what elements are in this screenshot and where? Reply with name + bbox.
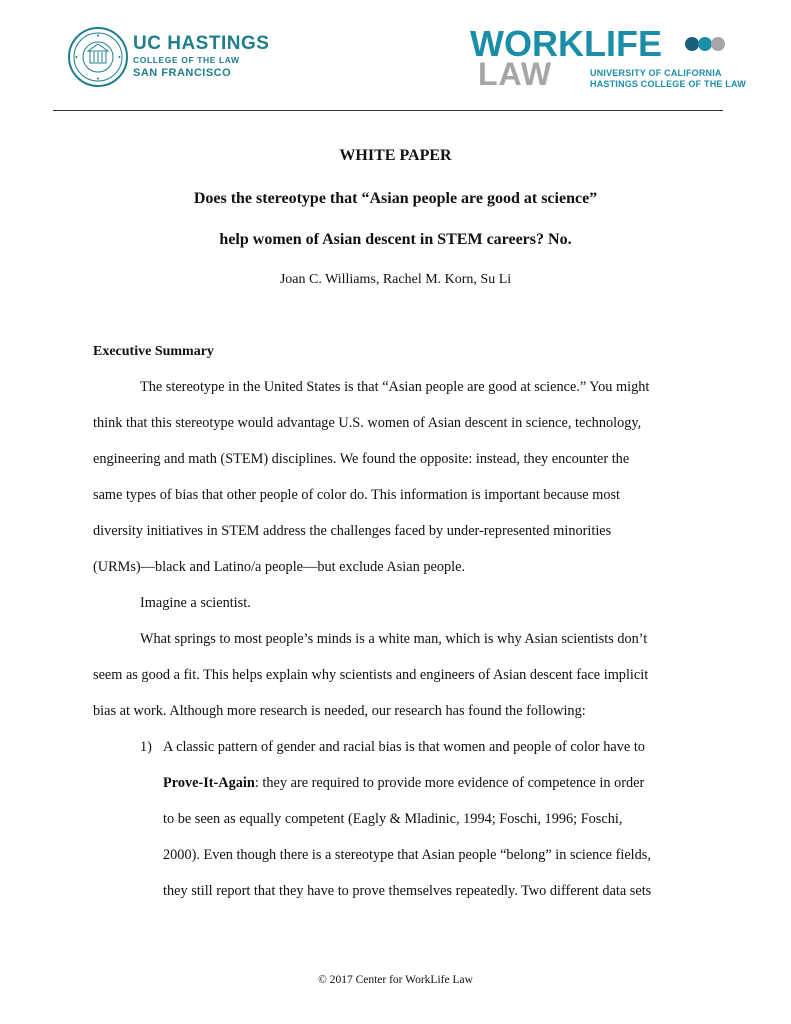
paragraph-line: bias at work. Although more research is needed, our research has found the following: (93, 703, 586, 719)
list-line: to be seen as equally competent (Eagly & Mladinic, 1994; Foschi, 1996; Foschi, (163, 811, 623, 827)
summary-paragraph-3 (93, 621, 698, 729)
university-seal-icon (68, 27, 128, 87)
summary-paragraph-1 (93, 369, 698, 585)
authors: Joan C. Williams, Rachel M. Korn, Su Li (279, 272, 512, 287)
prove-it-again-term: Prove-It-Again (163, 775, 255, 791)
uc-hastings-line2: COLLEGE OF THE LAW (133, 55, 240, 65)
list-line-rest: : they are required to provide more evidence of competence in order (254, 775, 645, 791)
paragraph-line: engineering and math (STEM) disciplines. We found the opposite: instead, they encounter the (93, 451, 630, 467)
paragraph-line: Imagine a scientist. (140, 595, 251, 611)
summary-paragraph-2 (93, 585, 698, 621)
paragraph-line: (URMs)—black and Latino/a people—but exclude Asian people. (93, 559, 466, 575)
uc-hastings-logo-text (133, 34, 269, 79)
section-heading: Executive Summary (93, 344, 214, 359)
paragraph-line: diversity initiatives in STEM address the challenges faced by under-represented minorities (93, 523, 612, 539)
law-logo-word: LAW (478, 56, 553, 92)
paragraph-line: What springs to most people’s minds is a white man, which is why Asian scientists don’t (140, 631, 648, 647)
uc-hastings-line3: SAN FRANCISCO (133, 66, 232, 79)
list-number: 1) (140, 739, 152, 755)
paragraph-line: same types of bias that other people of color do. This information is important because most (93, 487, 621, 503)
uc-hastings-name: UC HASTINGS (133, 33, 270, 54)
worklife-logo-word: WORKLIFE (470, 23, 662, 64)
page-header (0, 0, 791, 112)
paragraph-line: The stereotype in the United States is that “Asian people are good at science.” You might (140, 379, 650, 395)
three-dots-logo-icon (684, 36, 728, 52)
list-line: they still report that they have to prove themselves repeatedly. Two different data sets (163, 883, 652, 899)
worklife-org-text (590, 68, 746, 90)
title-line-2: help women of Asian descent in STEM careers? No. (219, 231, 572, 248)
paragraph-line: seem as good a fit. This helps explain why scientists and engineers of Asian descent face implicit (93, 667, 649, 683)
document-type: WHITE PAPER (339, 147, 452, 164)
page-footer: © 2017 Center for WorkLife Law (318, 974, 473, 986)
list-line (163, 765, 703, 801)
paragraph-line: think that this stereotype would advantage U.S. women of Asian descent in science, technology, (93, 415, 642, 431)
worklife-org-line2: HASTINGS COLLEGE OF THE LAW (590, 79, 746, 89)
list-line: A classic pattern of gender and racial bias is that women and people of color have to (163, 739, 645, 755)
title-line-1: Does the stereotype that “Asian people are good at science” (193, 190, 598, 207)
list-item-text (163, 729, 703, 909)
list-line: 2000). Even though there is a stereotype that Asian people “belong” in science fields, (163, 847, 651, 863)
worklife-org-line1: UNIVERSITY OF CALIFORNIA (590, 68, 722, 78)
header-divider (53, 110, 723, 111)
